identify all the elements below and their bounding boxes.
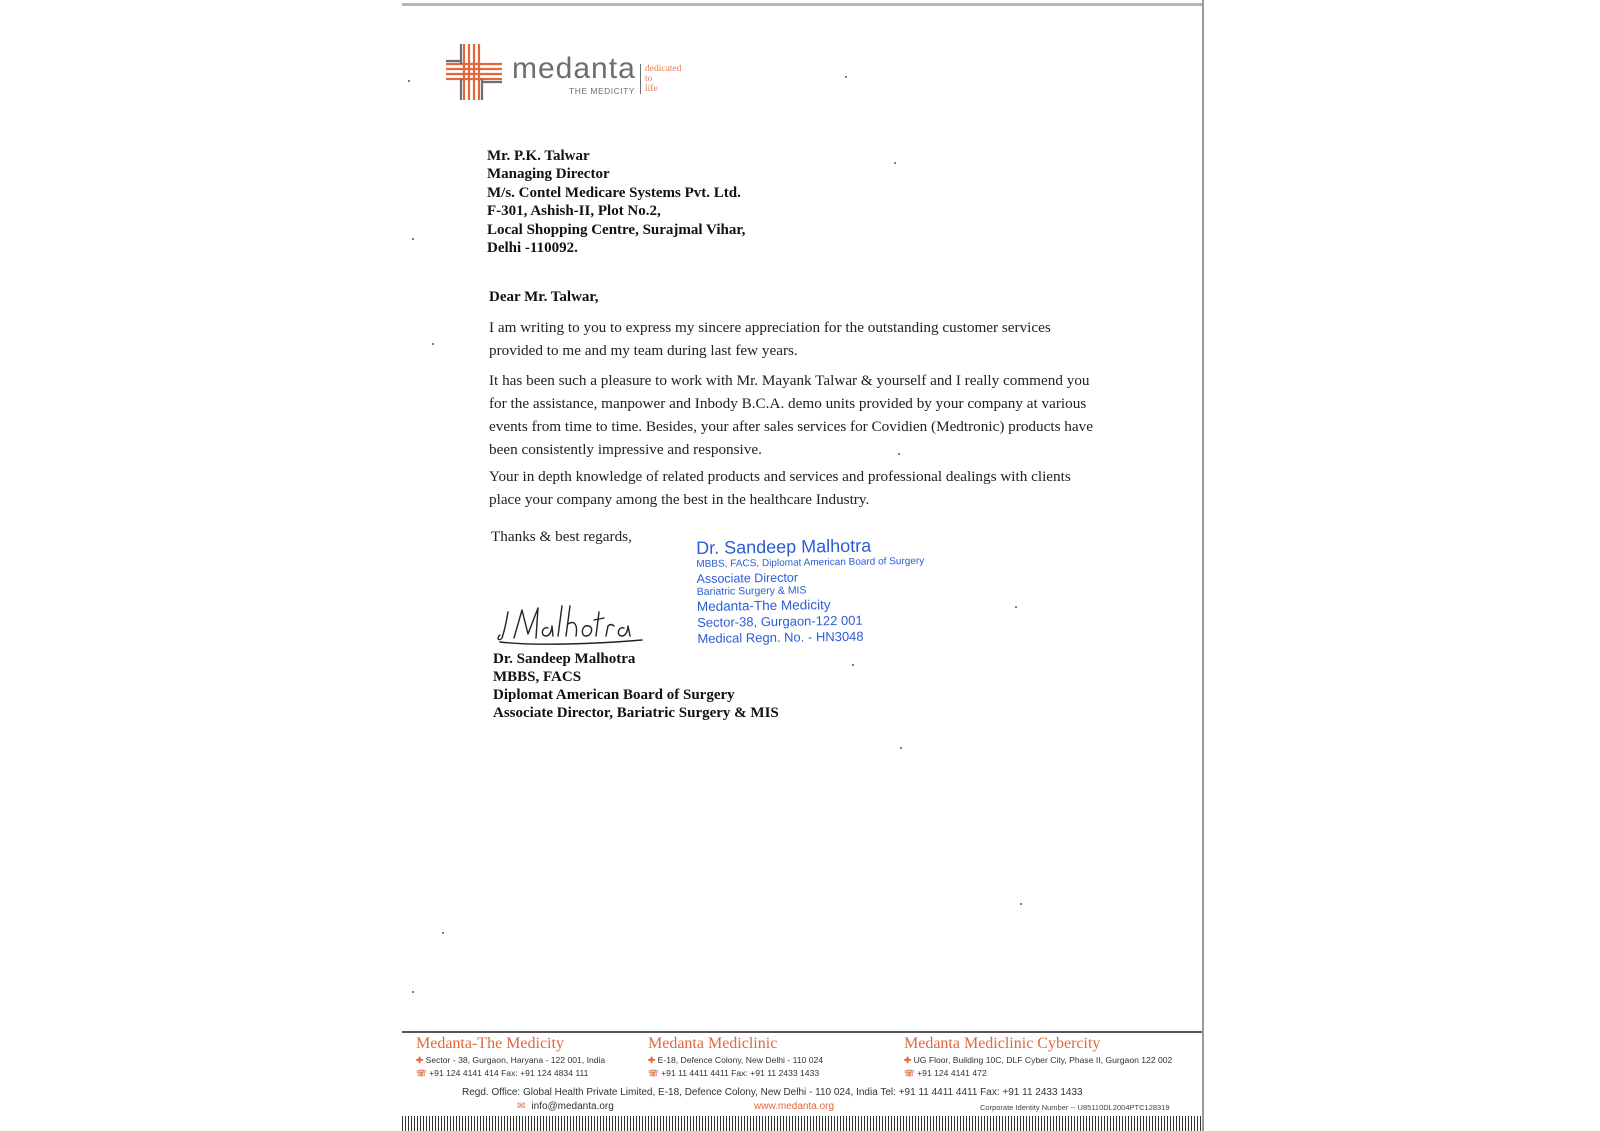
signatory-line: Dr. Sandeep Malhotra: [493, 651, 636, 667]
stamp-role: Associate Director: [696, 570, 799, 586]
signatory-block: [493, 650, 779, 722]
address-line: Managing Director: [487, 166, 610, 183]
logo-tagline: dedicated to life: [640, 64, 681, 94]
address-line: Delhi -110092.: [487, 240, 578, 257]
scan-speck: [845, 76, 847, 78]
stamp-department: Bariatric Surgery & MIS: [696, 584, 807, 598]
footer-website: www.medanta.org: [754, 1101, 835, 1112]
signatory-line: MBBS, FACS: [493, 669, 582, 685]
footer-title: Medanta Mediclinic Cybercity: [904, 1035, 1101, 1052]
footer-phone: +91 124 4141 414 Fax: +91 124 4834 111: [429, 1068, 589, 1078]
footer-phone: +91 11 4411 4411 Fax: +91 11 2433 1433: [661, 1068, 820, 1078]
scan-speck: [1020, 903, 1022, 905]
phone-icon: ☏: [648, 1068, 659, 1078]
footer-phone: +91 124 4141 472: [917, 1068, 987, 1078]
cross-icon: ✚: [416, 1055, 424, 1065]
corporate-identity-number: Corporate Identity Number -- U85110DL2004PTC128319: [980, 1103, 1170, 1112]
stamp-registration: Medical Regn. No. - HN3048: [697, 628, 864, 646]
footer-address: UG Floor, Building 10C, DLF Cyber City, Phase II, Gurgaon 122 002: [913, 1055, 1173, 1065]
logo-wordmark: medanta: [512, 52, 636, 85]
envelope-icon: ✉: [517, 1101, 526, 1112]
cross-icon: ✚: [904, 1055, 912, 1065]
footer-address: Sector - 38, Gurgaon, Haryana - 122 001, India: [425, 1055, 606, 1065]
medanta-cross-icon: [444, 42, 506, 104]
address-line: F-301, Ashish-II, Plot No.2,: [487, 203, 661, 220]
registered-office: Regd. Office: Global Health Private Limited, E-18, Defence Colony, New Delhi - 110 024, India Tel: +91 11 4411 4411 Fax: +91 11 2433 1433: [462, 1087, 1083, 1098]
scan-speck: [894, 162, 896, 164]
medanta-logo: [444, 42, 704, 106]
phone-icon: ☏: [904, 1068, 915, 1078]
scan-speck: [898, 453, 900, 455]
doctor-stamp: [696, 535, 925, 647]
address-line: M/s. Contel Medicare Systems Pvt. Ltd.: [487, 184, 741, 201]
signatory-line: Diplomat American Board of Surgery: [493, 687, 735, 703]
scan-speck: [412, 991, 414, 993]
footer-title: Medanta-The Medicity: [416, 1035, 564, 1052]
scan-speck: [412, 238, 414, 240]
address-line: Mr. P.K. Talwar: [487, 148, 590, 164]
stamp-sector: Sector-38, Gurgaon-122 001: [697, 612, 863, 630]
cross-icon: ✚: [648, 1055, 656, 1065]
scan-speck: [852, 664, 854, 666]
handwritten-signature: [496, 602, 646, 650]
scan-speck: [432, 343, 434, 345]
stamp-name: Dr. Sandeep Malhotra: [696, 535, 872, 558]
closing: Thanks & best regards,: [491, 528, 632, 545]
footer-address: E-18, Defence Colony, New Delhi - 110 024: [657, 1055, 824, 1065]
stamp-qualifications: MBBS, FACS, Diplomat American Board of Surgery: [696, 555, 925, 570]
scan-speck: [900, 747, 902, 749]
body-paragraph: Your in depth knowledge of related products and services and professional dealings with clients place your company among the best in the healthcare Industry.: [489, 468, 1071, 508]
phone-icon: ☏: [416, 1068, 427, 1078]
scan-speck: [1015, 606, 1017, 608]
body-paragraph: I am writing to you to express my sincere appreciation for the outstanding customer services provided to me and my team during last few years.: [489, 319, 1051, 359]
top-edge: [402, 3, 1202, 6]
logo-subtitle: THE MEDICITY: [569, 86, 635, 96]
footer-email: ✉ info@medanta.org: [517, 1101, 614, 1112]
address-line: Local Shopping Centre, Surajmal Vihar,: [487, 221, 746, 238]
scan-speck: [408, 80, 410, 82]
stamp-organization: Medanta-The Medicity: [696, 597, 831, 614]
footer-title: Medanta Mediclinic: [648, 1035, 778, 1052]
salutation: Dear Mr. Talwar,: [489, 289, 599, 305]
scan-speck: [442, 932, 444, 934]
body-paragraph: It has been such a pleasure to work with Mr. Mayank Talwar & yourself and I really commend you for the assistance, manpower and Inbody B.C.A. demo units provided by your company at various events from time to time. Besides, your after sales services for Covidien (Medtronic) products have been consistently impressive and responsive.: [489, 372, 1093, 458]
recipient-address: [487, 147, 745, 257]
signatory-line: Associate Director, Bariatric Surgery & MIS: [493, 705, 779, 721]
